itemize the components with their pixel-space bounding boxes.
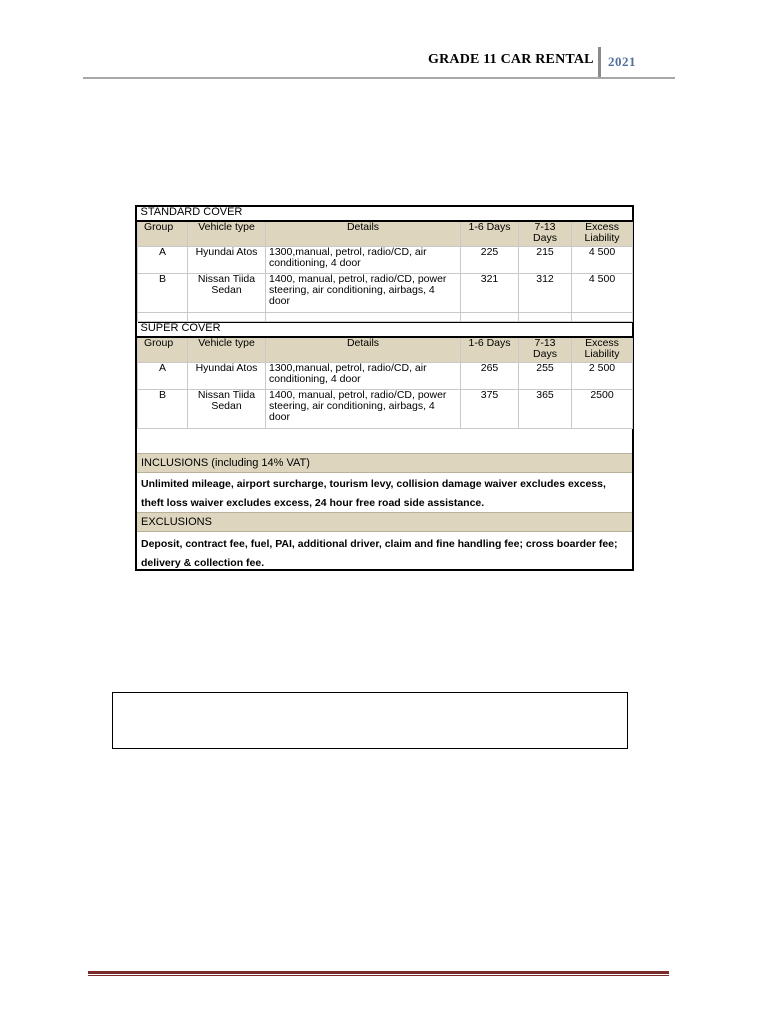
col-header-vehicle: Vehicle type [188,337,266,363]
col-header-excess: Excess Liability [572,337,633,363]
cell-group: A [138,363,188,390]
page-header-title: GRADE 11 CAR RENTAL [428,52,594,67]
table-row [138,363,633,390]
table-header-row [138,337,633,363]
cell-7-13-days: 255 [519,363,572,390]
col-header-details: Details [266,337,461,363]
cell-details: 1300,manual, petrol, radio/CD, air conditioning, 4 door [266,363,461,390]
cell-group: B [138,274,188,313]
col-header-vehicle: Vehicle type [188,221,266,247]
col-header-7-13-days: 7-13 Days [519,221,572,247]
cell-1-6-days: 225 [461,247,519,274]
col-header-group: Group [138,221,188,247]
cell-7-13-days: 215 [519,247,572,274]
exclusions-text: Deposit, contract fee, fuel, PAI, additional driver, claim and fine handling fee; cross boarder fee; delivery & collection fee. [141,538,618,569]
cell-vehicle: Hyundai Atos [188,363,266,390]
standard-cover-table [137,207,633,322]
car-rental-rate-table [135,205,634,571]
cell-vehicle: Nissan Tiida Sedan [188,390,266,429]
col-header-group: Group [138,337,188,363]
cell-7-13-days: 312 [519,274,572,313]
standard-cover-title: STANDARD COVER [140,206,243,218]
table-row [138,390,633,429]
empty-answer-box [112,692,628,749]
col-header-excess: Excess Liability [572,221,633,247]
header-rule [83,77,675,79]
cell-vehicle: Hyundai Atos [188,247,266,274]
cell-7-13-days: 365 [519,390,572,429]
exclusions-title: EXCLUSIONS [137,512,632,532]
cell-1-6-days: 265 [461,363,519,390]
cell-1-6-days: 321 [461,274,519,313]
col-header-1-6-days: 1-6 Days [461,337,519,363]
col-header-details: Details [266,221,461,247]
col-header-7-13-days: 7-13 Days [519,337,572,363]
cell-group: B [138,390,188,429]
table-row [138,247,633,274]
cell-vehicle: Nissan Tiida Sedan [188,274,266,313]
footer-rule [88,971,669,974]
table-header-row [138,221,633,247]
super-cover-table [137,322,633,429]
inclusions-title: INCLUSIONS (including 14% VAT) [137,453,632,473]
col-header-1-6-days: 1-6 Days [461,221,519,247]
cell-group: A [138,247,188,274]
cell-excess: 4 500 [572,274,633,313]
inclusions-text: Unlimited mileage, airport surcharge, tourism levy, collision damage waiver excludes excess, theft loss waiver excludes excess, 24 hour free road side assistance. [141,478,606,509]
cell-1-6-days: 375 [461,390,519,429]
super-cover-title: SUPER COVER [140,322,221,334]
page-header-year: 2021 [608,54,636,69]
cell-excess: 2 500 [572,363,633,390]
footer-rule-thin [88,975,669,976]
cell-excess: 4 500 [572,247,633,274]
cell-details: 1400, manual, petrol, radio/CD, power steering, air conditioning, airbags, 4 door [266,390,461,429]
cell-details: 1400, manual, petrol, radio/CD, power steering, air conditioning, airbags, 4 door [266,274,461,313]
table-row [138,274,633,313]
header-separator [598,47,601,77]
cell-excess: 2500 [572,390,633,429]
cell-details: 1300,manual, petrol, radio/CD, air conditioning, 4 door [266,247,461,274]
